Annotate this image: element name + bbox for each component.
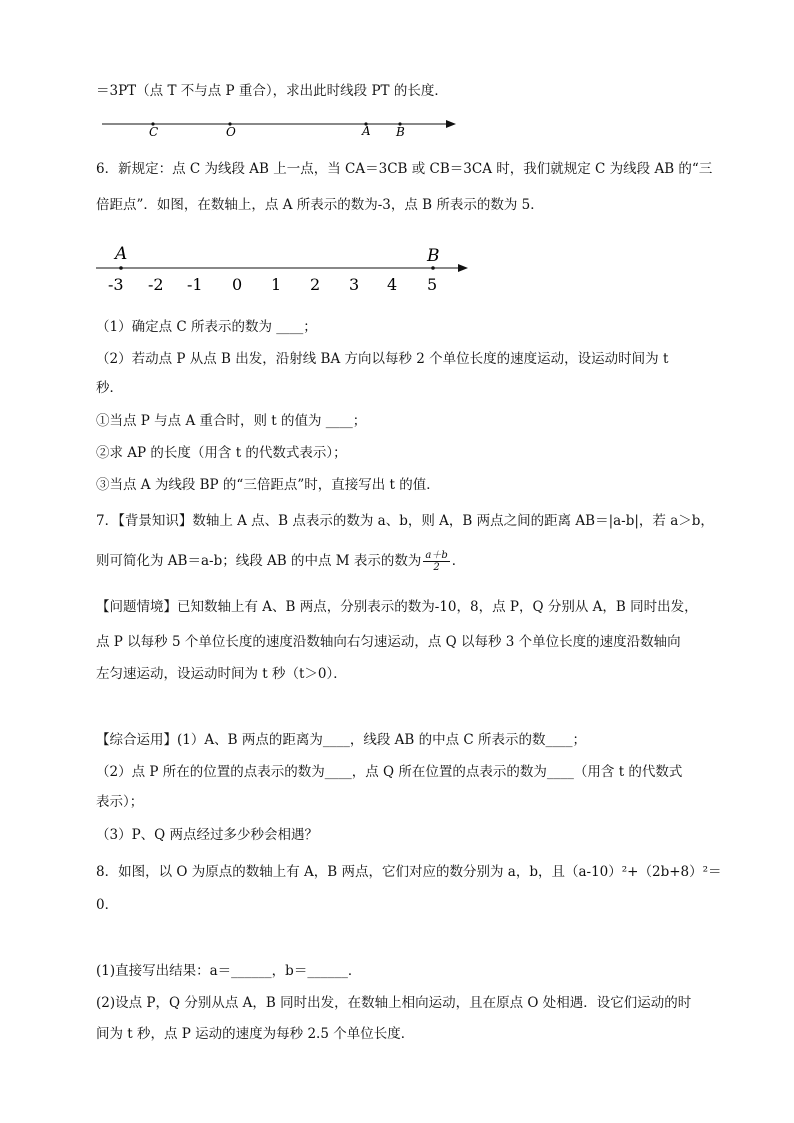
q7-line-7: （2）点 P 所在的位置的点表示的数为____，点 Q 所在位置的点表示的数为____（用含 t 的代数式 <box>96 764 683 780</box>
q7-line-9: （3）P、Q 两点经过多少秒会相遇？ <box>96 827 319 843</box>
q8-line-2: 0． <box>96 897 119 913</box>
label-b: B <box>396 125 405 139</box>
tick-label: -1 <box>187 275 203 294</box>
q7-line-3: 【问题情境】已知数轴上有 A、B 两点，分别表示的数为-10，8，点 P，Q 分别从 A，B 同时出发， <box>96 599 698 615</box>
q7-line-2-pre: 则可简化为 AB＝a-b；线段 AB 的中点 M 表示的数为 <box>96 553 422 569</box>
q6-part-1: （1）确定点 C 所表示的数为 ____； <box>96 319 317 335</box>
q6-part-2b: 秒． <box>96 380 123 396</box>
fraction-numerator: a＋b <box>425 550 448 561</box>
q7-line-8: 表示）； <box>96 794 144 810</box>
tick-label: 4 <box>387 275 398 294</box>
tick-label: -2 <box>148 275 164 294</box>
q6-sub-2: ②求 AP 的长度（用含 t 的代数式表示）； <box>96 445 347 461</box>
tick-label: -3 <box>108 275 124 294</box>
q6-sub-1: ①当点 P 与点 A 重合时，则 t 的值为 ____； <box>96 413 367 429</box>
tick-label: 3 <box>349 275 360 294</box>
q7-line-2-post: ． <box>451 553 466 569</box>
q6-part-2a: （2）若动点 P 从点 B 出发，沿射线 BA 方向以每秒 2 个单位长度的速度运动，设运动时间为 t <box>96 351 669 367</box>
q8-line-5: 间为 t 秒，点 P 运动的速度为每秒 2.5 个单位长度． <box>96 1026 415 1042</box>
tick-label: 1 <box>271 275 282 294</box>
q6-sub-3: ③当点 A 为线段 BP 的“三倍距点”时，直接写出 t 的值． <box>96 477 440 493</box>
q7-line-4: 点 P 以每秒 5 个单位长度的速度沿数轴向右匀速运动，点 Q 以每秒 3 个单位长度的速度沿数轴向 <box>96 634 681 650</box>
midpoint-fraction <box>423 550 449 573</box>
q8-line-4: (2)设点 P，Q 分别从点 A，B 同时出发，在数轴上相向运动，且在原点 O 处相遇．设它们运动的时 <box>96 995 692 1011</box>
tick-label: 2 <box>310 275 321 294</box>
q7-line-6: 【综合运用】(1）A、B 两点的距离为____，线段 AB 的中点 C 所表示的数____； <box>96 732 586 748</box>
q7-line-1: 7．【背景知识】数轴上 A 点、B 点表示的数为 a、b，则 A，B 两点之间的距离 AB＝|a-b|，若 a＞b， <box>96 513 714 529</box>
q7-line-5: 左匀速运动，设运动时间为 t 秒（t＞0）． <box>96 666 347 682</box>
q6-line-2: 倍距点”．如图，在数轴上，点 A 所表示的数为-3，点 B 所表示的数为 5． <box>96 197 544 213</box>
number-line-2 <box>96 240 476 296</box>
q5-tail-text: ＝3PT（点 T 不与点 P 重合），求出此时线段 PT 的长度． <box>96 83 448 99</box>
fraction-denominator: 2 <box>433 562 440 573</box>
q8-line-1: 8．如图，以 O 为原点的数轴上有 A，B 两点，它们对应的数分别为 a，b，且（a-10）²+（2b+8）²＝ <box>96 864 722 880</box>
tick-label: 5 <box>427 275 438 294</box>
q6-line-1: 6．新规定：点 C 为线段 AB 上一点，当 CA＝3CB 或 CB＝3CA 时，我们就规定 C 为线段 AB 的“三 <box>96 161 713 177</box>
tick-label: 0 <box>232 275 243 294</box>
point-b-label: B <box>427 246 440 266</box>
q8-line-3: (1)直接写出结果：a＝______，b＝______． <box>96 963 362 979</box>
point-a-label: A <box>115 244 128 264</box>
number-line-1 <box>96 112 466 142</box>
label-a: A <box>362 124 371 138</box>
q7-line-2 <box>96 544 465 578</box>
label-c: C <box>149 125 159 139</box>
label-o: O <box>226 125 236 139</box>
